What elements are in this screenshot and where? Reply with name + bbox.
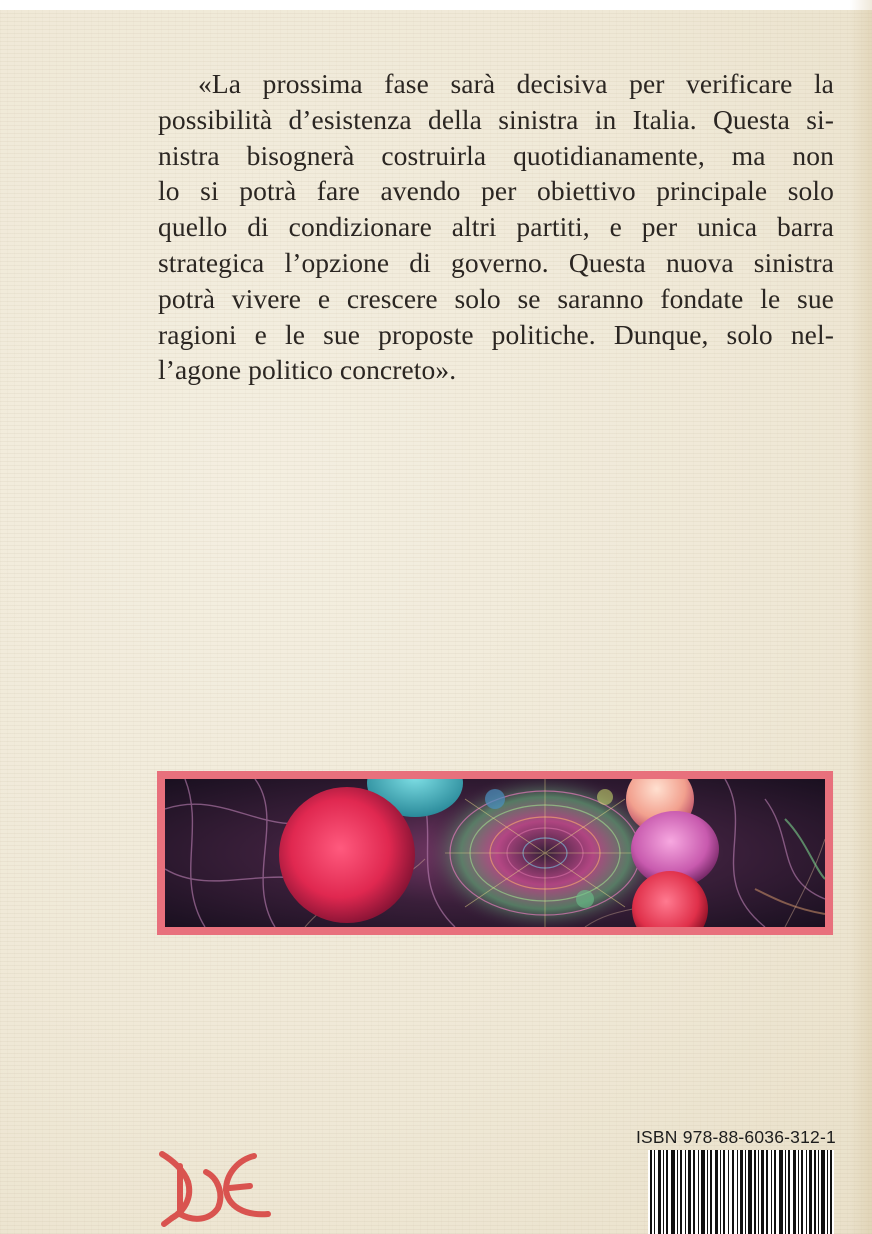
blurb-line: possibilità d’esistenza della sinistra in Italia. Questa si- xyxy=(158,103,834,135)
blurb-line: ragioni e le sue proposte politiche. Dunque, solo nel- xyxy=(158,318,834,350)
publisher-logo-icon xyxy=(158,1148,278,1228)
blurb-line: strategica l’opzione di governo. Questa nuova sinistra xyxy=(158,246,834,278)
isbn-text: ISBN 978-88-6036-312-1 xyxy=(636,1127,836,1147)
blurb-text xyxy=(158,66,834,388)
cover-artwork-frame xyxy=(157,771,833,935)
blurb-line: nistra bisognerà costruirla quotidianamente, ma non xyxy=(158,139,834,171)
blurb-line: «La prossima fase sarà decisiva per verificare la xyxy=(198,68,834,99)
blurb-line: potrà vivere e crescere solo se saranno fondate le sue xyxy=(158,282,834,314)
blurb-line: l’agone politico concreto». xyxy=(158,354,457,386)
scan-top-edge xyxy=(0,0,872,10)
barcode-icon xyxy=(648,1150,834,1234)
blurb-line: lo si potrà fare avendo per obiettivo principale solo xyxy=(158,175,834,207)
fractal-artwork-image xyxy=(165,779,825,927)
scan-right-edge xyxy=(850,0,872,1234)
blurb-line: quello di condizionare altri partiti, e per unica barra xyxy=(158,211,834,243)
